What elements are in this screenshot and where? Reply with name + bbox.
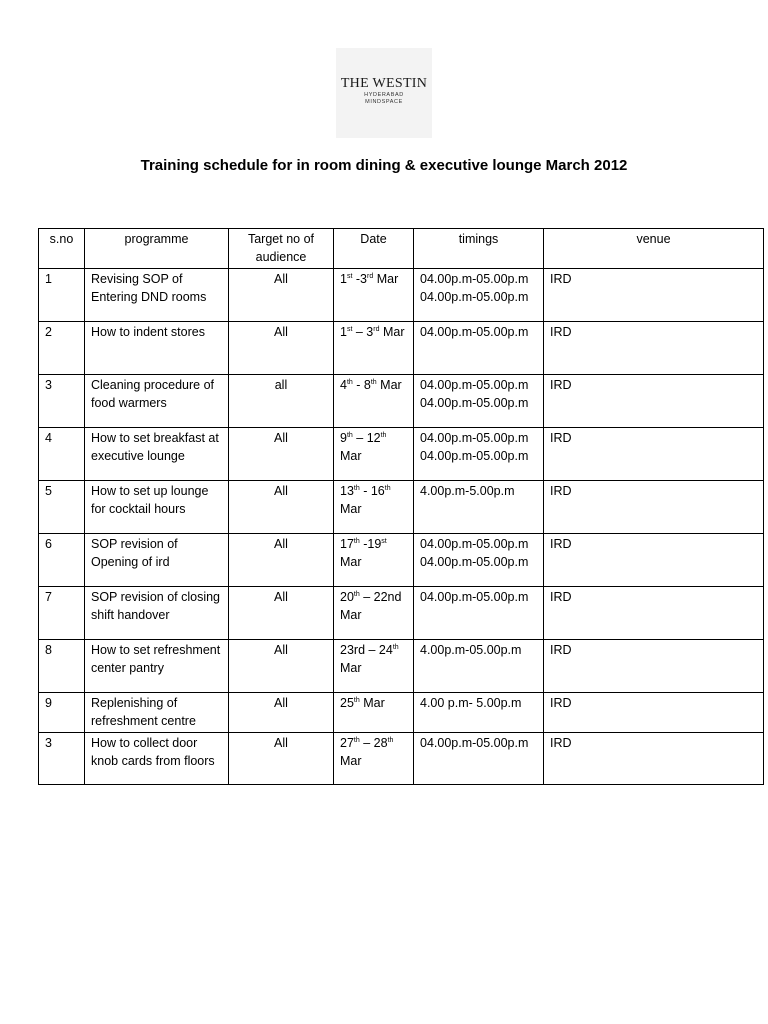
date-text: Mar <box>359 696 385 710</box>
timing-slot: 4.00 p.m- 5.00p.m <box>420 696 522 710</box>
cell-timings <box>414 269 544 322</box>
cell-audience: All <box>229 269 334 322</box>
cell-sno: 3 <box>39 733 85 785</box>
cell-audience: All <box>229 587 334 640</box>
timing-slot: 04.00p.m-05.00p.m <box>420 325 529 339</box>
cell-programme: How to indent stores <box>85 322 229 375</box>
header-programme: programme <box>85 229 229 269</box>
cell-programme: How to collect door knob cards from floors <box>85 733 229 785</box>
timing-slot: 04.00p.m-05.00p.m <box>420 554 529 569</box>
date-suffix: th <box>353 484 360 492</box>
cell-audience: All <box>229 481 334 534</box>
date-text: -3 <box>352 272 367 286</box>
cell-timings <box>414 640 544 693</box>
table-row <box>39 481 764 534</box>
date-suffix: th <box>392 643 399 651</box>
date-suffix: th <box>387 736 394 744</box>
date-text: – 12 <box>352 431 381 445</box>
cell-sno: 9 <box>39 693 85 733</box>
table-row <box>39 733 764 785</box>
header-date: Date <box>334 229 414 269</box>
timing-slot: 04.00p.m-05.00p.m <box>420 272 529 286</box>
cell-sno: 7 <box>39 587 85 640</box>
cell-audience: All <box>229 428 334 481</box>
date-suffix: rd <box>373 325 380 333</box>
date-text: -19 <box>359 537 382 551</box>
date-text: 23rd – 24 <box>340 643 393 657</box>
date-text: Mar <box>376 378 402 392</box>
date-text: 4 <box>340 378 347 392</box>
table-row <box>39 534 764 587</box>
cell-timings <box>414 733 544 785</box>
timing-slot: 04.00p.m-05.00p.m <box>420 448 529 463</box>
cell-date <box>334 428 414 481</box>
date-suffix: th <box>353 590 360 598</box>
date-suffix: th <box>353 736 360 744</box>
cell-timings <box>414 428 544 481</box>
timing-slot: 4.00p.m-5.00p.m <box>420 484 515 498</box>
cell-audience: all <box>229 375 334 428</box>
date-text: Mar <box>340 448 362 463</box>
date-text: Mar <box>373 272 399 286</box>
date-suffix: th <box>370 378 377 386</box>
document-title: Training schedule for in room dining & executive lounge March 2012 <box>140 157 628 174</box>
date-suffix: th <box>353 537 360 545</box>
header-sno: s.no <box>39 229 85 269</box>
cell-venue: IRD <box>544 269 764 322</box>
header-audience: Target no of audience <box>229 229 334 269</box>
cell-date <box>334 375 414 428</box>
cell-venue: IRD <box>544 640 764 693</box>
cell-programme: SOP revision of Opening of ird <box>85 534 229 587</box>
logo-location: MINDSPACE <box>365 99 403 105</box>
cell-sno: 4 <box>39 428 85 481</box>
table-row <box>39 640 764 693</box>
timing-slot: 04.00p.m-05.00p.m <box>420 395 529 410</box>
hotel-logo <box>336 48 432 138</box>
timing-slot: 04.00p.m-05.00p.m <box>420 736 529 750</box>
table-row <box>39 693 764 733</box>
timing-slot: 04.00p.m-05.00p.m <box>420 431 529 445</box>
date-text: 25 <box>340 696 354 710</box>
table-row <box>39 428 764 481</box>
cell-timings <box>414 534 544 587</box>
header-timings: timings <box>414 229 544 269</box>
table-row <box>39 322 764 375</box>
header-venue: venue <box>544 229 764 269</box>
cell-timings <box>414 375 544 428</box>
date-suffix: th <box>353 696 360 704</box>
date-text: 20 <box>340 590 354 604</box>
date-suffix: th <box>384 484 391 492</box>
cell-audience: All <box>229 534 334 587</box>
cell-programme: Replenishing of refreshment centre <box>85 693 229 733</box>
date-suffix: rd <box>367 272 374 280</box>
cell-sno: 2 <box>39 322 85 375</box>
date-text: – 28 <box>359 736 388 750</box>
cell-programme: Revising SOP of Entering DND rooms <box>85 269 229 322</box>
cell-programme: How to set up lounge for cocktail hours <box>85 481 229 534</box>
cell-sno: 6 <box>39 534 85 587</box>
table-row <box>39 375 764 428</box>
date-text: - 8 <box>352 378 371 392</box>
date-suffix: th <box>346 378 353 386</box>
cell-date <box>334 693 414 733</box>
cell-venue: IRD <box>544 481 764 534</box>
cell-timings <box>414 693 544 733</box>
cell-audience: All <box>229 693 334 733</box>
date-text: 1 <box>340 272 347 286</box>
training-schedule-table <box>38 228 764 785</box>
cell-venue: IRD <box>544 428 764 481</box>
cell-venue: IRD <box>544 322 764 375</box>
date-text: Mar <box>379 325 405 339</box>
date-text: Mar <box>340 660 362 675</box>
timing-slot: 4.00p.m-05.00p.m <box>420 643 522 657</box>
cell-date <box>334 733 414 785</box>
cell-date <box>334 322 414 375</box>
date-text: 9 <box>340 431 347 445</box>
cell-venue: IRD <box>544 693 764 733</box>
timing-slot: 04.00p.m-05.00p.m <box>420 289 529 304</box>
date-text: – 3 <box>352 325 374 339</box>
table-row <box>39 269 764 322</box>
table-header-row <box>39 229 764 269</box>
cell-venue: IRD <box>544 587 764 640</box>
timing-slot: 04.00p.m-05.00p.m <box>420 537 529 551</box>
cell-date <box>334 269 414 322</box>
cell-programme: How to set breakfast at executive lounge <box>85 428 229 481</box>
logo-brand: THE WESTIN <box>340 76 428 91</box>
cell-sno: 1 <box>39 269 85 322</box>
date-suffix: st <box>381 537 387 545</box>
logo-city: HYDERABAD <box>364 92 404 98</box>
date-suffix: st <box>346 325 353 333</box>
date-text: - 16 <box>359 484 385 498</box>
cell-venue: IRD <box>544 733 764 785</box>
timing-slot: 04.00p.m-05.00p.m <box>420 590 529 604</box>
cell-venue: IRD <box>544 375 764 428</box>
timing-slot: 04.00p.m-05.00p.m <box>420 378 529 392</box>
cell-audience: All <box>229 322 334 375</box>
cell-timings <box>414 481 544 534</box>
cell-programme: How to set refreshment center pantry <box>85 640 229 693</box>
date-text: – 22nd Mar <box>340 590 402 622</box>
date-text: 27 <box>340 736 354 750</box>
cell-venue: IRD <box>544 534 764 587</box>
date-text: 17 <box>340 537 354 551</box>
cell-audience: All <box>229 733 334 785</box>
cell-sno: 3 <box>39 375 85 428</box>
cell-sno: 5 <box>39 481 85 534</box>
cell-date <box>334 587 414 640</box>
date-text: Mar <box>340 753 362 768</box>
table-row <box>39 587 764 640</box>
date-text: 13 <box>340 484 354 498</box>
cell-date <box>334 640 414 693</box>
cell-timings <box>414 322 544 375</box>
cell-date <box>334 481 414 534</box>
date-suffix: th <box>346 431 353 439</box>
cell-audience: All <box>229 640 334 693</box>
date-text: Mar <box>340 501 362 516</box>
cell-programme: SOP revision of closing shift handover <box>85 587 229 640</box>
cell-timings <box>414 587 544 640</box>
cell-date <box>334 534 414 587</box>
date-suffix: st <box>346 272 353 280</box>
date-text: 1 <box>340 325 347 339</box>
date-text: Mar <box>340 554 362 569</box>
cell-programme: Cleaning procedure of food warmers <box>85 375 229 428</box>
cell-sno: 8 <box>39 640 85 693</box>
date-suffix: th <box>380 431 387 439</box>
